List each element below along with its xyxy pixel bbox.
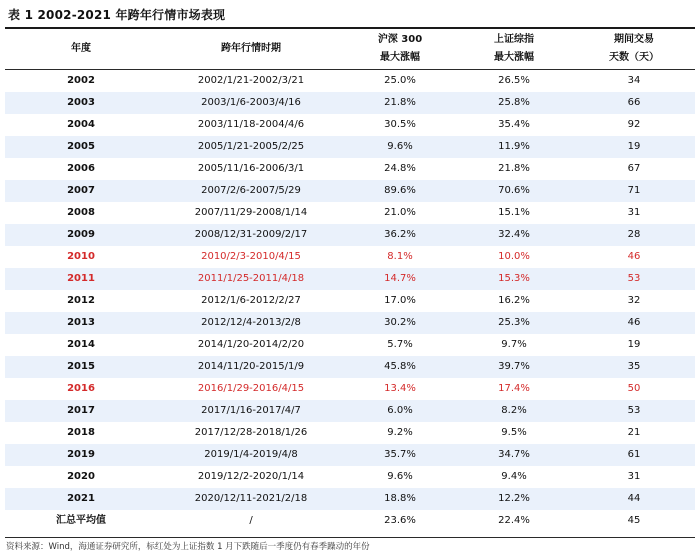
- period-cell: 2014/1/20-2014/2/20: [197, 339, 305, 350]
- table-row: [5, 224, 695, 246]
- table-body: [5, 70, 695, 532]
- trading-days-cell: 19: [627, 141, 641, 152]
- table-row: [5, 444, 695, 466]
- header-days-line1: 期间交易: [614, 34, 654, 45]
- shanghai-gain-cell: 8.2%: [501, 405, 527, 416]
- trading-days-cell: 31: [627, 471, 641, 482]
- year-cell: 2011: [67, 273, 95, 284]
- shanghai-gain-cell: 9.4%: [501, 471, 527, 482]
- hs300-gain-cell: 17.0%: [384, 295, 416, 306]
- period-cell: 2003/11/18-2004/4/6: [197, 119, 305, 130]
- shanghai-gain-cell: 10.0%: [498, 251, 530, 262]
- shanghai-gain-cell: 25.8%: [498, 97, 530, 108]
- period-cell: 2019/1/4-2019/4/8: [204, 449, 298, 460]
- year-cell: 2019: [67, 449, 95, 460]
- hs300-gain-cell: 6.0%: [387, 405, 413, 416]
- table-row: [5, 114, 695, 136]
- trading-days-cell: 28: [627, 229, 641, 240]
- trading-days-cell: 61: [627, 449, 641, 460]
- hs300-gain-cell: 14.7%: [384, 273, 416, 284]
- header-period: 跨年行情时期: [221, 43, 281, 54]
- hs300-gain-cell: 13.4%: [384, 383, 416, 394]
- hs300-gain-cell: 21.0%: [384, 207, 416, 218]
- period-cell: 2012/12/4-2013/2/8: [201, 317, 301, 328]
- table-row: [5, 422, 695, 444]
- trading-days-cell: 19: [627, 339, 641, 350]
- hs300-gain-cell: 9.2%: [387, 427, 413, 438]
- year-cell: 2005: [67, 141, 95, 152]
- shanghai-gain-cell: 39.7%: [498, 361, 530, 372]
- hs300-gain-cell: 5.7%: [387, 339, 413, 350]
- hs300-gain-cell: 9.6%: [387, 471, 413, 482]
- hs300-gain-cell: 45.8%: [384, 361, 416, 372]
- shanghai-gain-cell: 16.2%: [498, 295, 530, 306]
- trading-days-cell: 71: [627, 185, 641, 196]
- period-cell: 2003/1/6-2003/4/16: [201, 97, 301, 108]
- table-row: [5, 268, 695, 290]
- header-shanghai-line2: 最大涨幅: [494, 52, 534, 63]
- period-cell: /: [249, 515, 253, 526]
- trading-days-cell: 44: [627, 493, 641, 504]
- trading-days-cell: 45: [627, 515, 641, 526]
- year-cell: 2016: [67, 383, 95, 394]
- shanghai-gain-cell: 32.4%: [498, 229, 530, 240]
- table-row: [5, 488, 695, 510]
- year-cell: 2012: [67, 295, 95, 306]
- summary-row: [5, 510, 695, 532]
- year-cell: 2007: [67, 185, 95, 196]
- shanghai-gain-cell: 9.7%: [501, 339, 527, 350]
- period-cell: 2008/12/31-2009/2/17: [194, 229, 308, 240]
- year-cell: 2014: [67, 339, 95, 350]
- shanghai-gain-cell: 35.4%: [498, 119, 530, 130]
- shanghai-gain-cell: 21.8%: [498, 163, 530, 174]
- table-row: [5, 356, 695, 378]
- year-cell: 2010: [67, 251, 95, 262]
- shanghai-gain-cell: 15.1%: [498, 207, 530, 218]
- trading-days-cell: 66: [627, 97, 641, 108]
- table-row: [5, 70, 695, 92]
- hs300-gain-cell: 36.2%: [384, 229, 416, 240]
- table-row: [5, 334, 695, 356]
- table-row: [5, 378, 695, 400]
- year-cell: 2020: [67, 471, 95, 482]
- trading-days-cell: 32: [627, 295, 641, 306]
- year-cell: 2018: [67, 427, 95, 438]
- hs300-gain-cell: 25.0%: [384, 75, 416, 86]
- period-cell: 2014/11/20-2015/1/9: [197, 361, 305, 372]
- period-cell: 2017/12/28-2018/1/26: [194, 427, 308, 438]
- trading-days-cell: 46: [627, 317, 641, 328]
- year-cell: 2002: [67, 75, 95, 86]
- period-cell: 2002/1/21-2002/3/21: [197, 75, 305, 86]
- table-row: [5, 180, 695, 202]
- header-hs300: [345, 29, 455, 69]
- trading-days-cell: 46: [627, 251, 641, 262]
- table-row: [5, 312, 695, 334]
- hs300-gain-cell: 9.6%: [387, 141, 413, 152]
- period-cell: 2005/1/21-2005/2/25: [197, 141, 305, 152]
- period-cell: 2007/11/29-2008/1/14: [194, 207, 308, 218]
- period-cell: 2010/2/3-2010/4/15: [201, 251, 301, 262]
- shanghai-gain-cell: 26.5%: [498, 75, 530, 86]
- shanghai-gain-cell: 9.5%: [501, 427, 527, 438]
- hs300-gain-cell: 18.8%: [384, 493, 416, 504]
- period-cell: 2020/12/11-2021/2/18: [194, 493, 308, 504]
- year-cell: 2015: [67, 361, 95, 372]
- table-header: [5, 29, 695, 70]
- market-performance-table: [5, 29, 695, 532]
- hs300-gain-cell: 21.8%: [384, 97, 416, 108]
- year-cell: 2003: [67, 97, 95, 108]
- hs300-gain-cell: 8.1%: [387, 251, 413, 262]
- header-days-line2: 天数（天）: [609, 52, 659, 63]
- period-cell: 2011/1/25-2011/4/18: [197, 273, 305, 284]
- table-row: [5, 136, 695, 158]
- shanghai-gain-cell: 17.4%: [498, 383, 530, 394]
- trading-days-cell: 53: [627, 273, 641, 284]
- trading-days-cell: 53: [627, 405, 641, 416]
- table-row: [5, 202, 695, 224]
- hs300-gain-cell: 35.7%: [384, 449, 416, 460]
- header-hs300-line2: 最大涨幅: [380, 52, 420, 63]
- trading-days-cell: 50: [627, 383, 641, 394]
- period-cell: 2019/12/2-2020/1/14: [197, 471, 305, 482]
- table-row: [5, 92, 695, 114]
- header-shanghai-line1: 上证综指: [494, 34, 534, 45]
- period-cell: 2007/2/6-2007/5/29: [201, 185, 301, 196]
- shanghai-gain-cell: 34.7%: [498, 449, 530, 460]
- period-cell: 2016/1/29-2016/4/15: [197, 383, 305, 394]
- year-cell: 2006: [67, 163, 95, 174]
- source-note: 资料来源：Wind，海通证券研究所，标红处为上证指数 1 月下跌随后一季度仍有春季躁动的年份: [6, 542, 370, 552]
- hs300-gain-cell: 23.6%: [384, 515, 416, 526]
- shanghai-gain-cell: 12.2%: [498, 493, 530, 504]
- table-row: [5, 246, 695, 268]
- shanghai-gain-cell: 70.6%: [498, 185, 530, 196]
- table-row: [5, 290, 695, 312]
- header-year: 年度: [71, 43, 91, 54]
- year-cell: 2008: [67, 207, 95, 218]
- table-row: [5, 158, 695, 180]
- table-row: [5, 400, 695, 422]
- table-row: [5, 466, 695, 488]
- trading-days-cell: 67: [627, 163, 641, 174]
- header-hs300-line1: 沪深 300: [377, 34, 423, 45]
- shanghai-gain-cell: 11.9%: [498, 141, 530, 152]
- shanghai-gain-cell: 15.3%: [498, 273, 530, 284]
- hs300-gain-cell: 30.2%: [384, 317, 416, 328]
- header-shanghai: [455, 29, 573, 69]
- year-cell: 2009: [67, 229, 95, 240]
- period-cell: 2017/1/16-2017/4/7: [201, 405, 301, 416]
- trading-days-cell: 35: [627, 361, 641, 372]
- shanghai-gain-cell: 22.4%: [498, 515, 530, 526]
- trading-days-cell: 21: [627, 427, 641, 438]
- period-cell: 2005/11/16-2006/3/1: [197, 163, 305, 174]
- hs300-gain-cell: 30.5%: [384, 119, 416, 130]
- hs300-gain-cell: 89.6%: [384, 185, 416, 196]
- trading-days-cell: 34: [627, 75, 641, 86]
- bottom-rule: [5, 537, 695, 538]
- shanghai-gain-cell: 25.3%: [498, 317, 530, 328]
- table-title: 表 1 2002-2021 年跨年行情市场表现: [8, 8, 226, 22]
- period-cell: 2012/1/6-2012/2/27: [201, 295, 301, 306]
- year-cell: 2013: [67, 317, 95, 328]
- year-cell: 2021: [67, 493, 95, 504]
- year-cell: 汇总平均值: [56, 515, 106, 526]
- year-cell: 2004: [67, 119, 95, 130]
- trading-days-cell: 31: [627, 207, 641, 218]
- trading-days-cell: 92: [627, 119, 641, 130]
- hs300-gain-cell: 24.8%: [384, 163, 416, 174]
- year-cell: 2017: [67, 405, 95, 416]
- header-trading-days: [573, 29, 695, 69]
